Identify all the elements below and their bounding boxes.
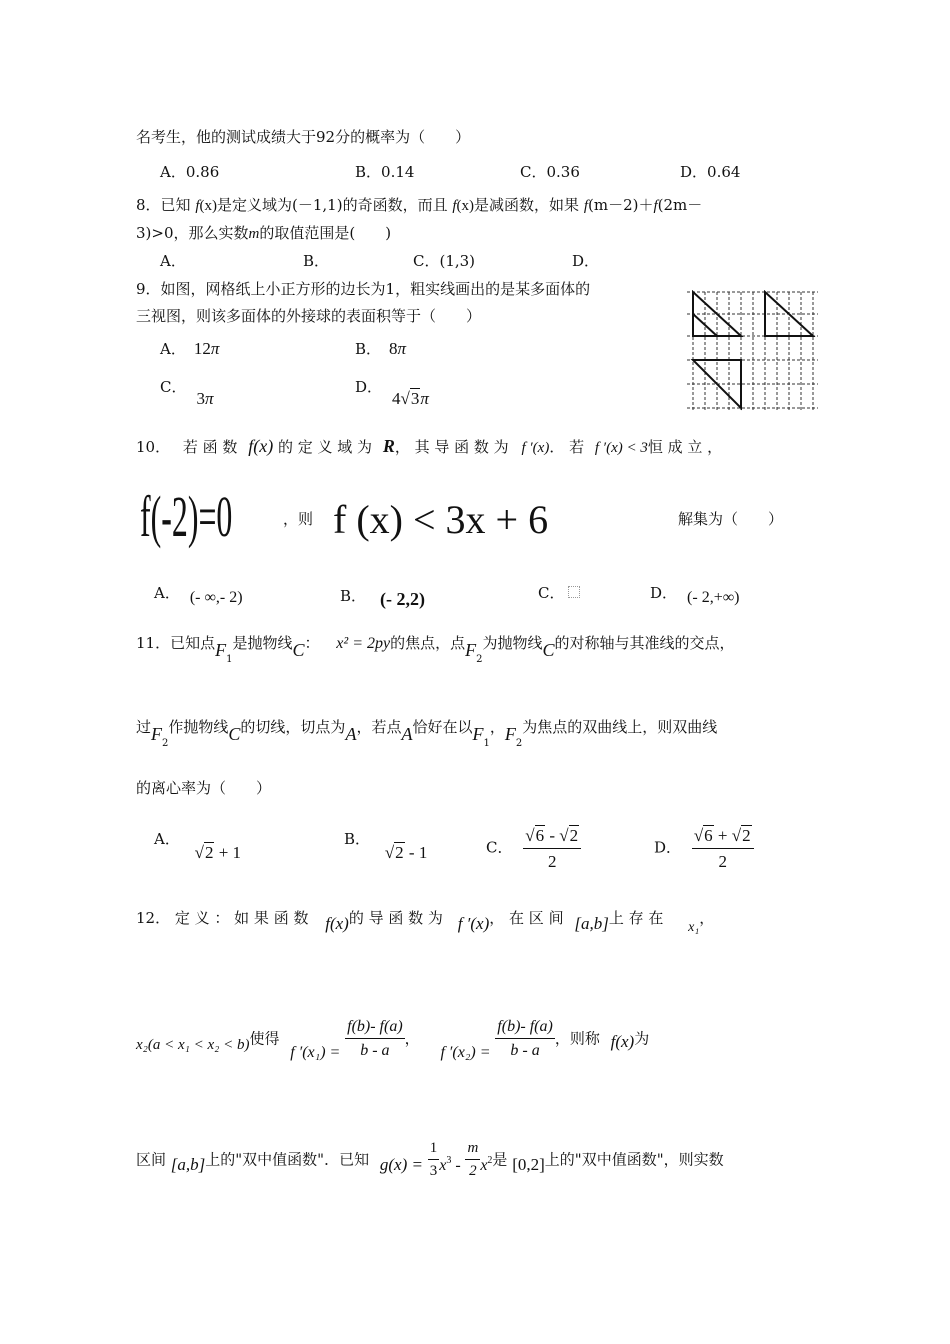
q7-option-b[interactable]: B．0.14 (355, 163, 415, 181)
q12-line3: 区间 [a,b]上的"双中值函数"．已知 g(x) = $\frac{1}{3}$ $x^3$ - $\frac{m}{2}$ $x^2$是 [0,2]上的"双中值函数"，则实数 (136, 1140, 724, 1180)
q9-option-b[interactable]: B． 8π (355, 339, 407, 358)
q11-line1: 11．已知点$F_1$是抛物线C： x² = 2py的焦点，点$F_2$为抛物线C的对称轴与其准线的交点， (136, 634, 735, 665)
q10-then: ，则 (283, 510, 314, 528)
q12-line1: 12． 定 义 ： 如 果 函 数 f(x)的 导 函 数 为 f ′(x)， 在 区 间 [a,b]上 存 在 x₁， (136, 909, 715, 935)
q11-option-d[interactable]: D． $\frac{√6 + √2}{2}$ (654, 826, 754, 871)
q9-line1: 9．如图，网格纸上小正方形的边长为1，粗实线画出的是某多面体的 (136, 280, 591, 298)
q10-line1: 10． 若 函 数 f(x) 的 定 义 域 为 R， 其 导 函 数 为 f ′(x)． 若 f ′(x) < 3恒 成 立 ， (136, 436, 723, 456)
q8-line2: 3)>0，那么实数m的取值范围是( ) (136, 224, 392, 242)
q11-option-b[interactable]: B． √2 - 1 (344, 830, 428, 862)
q7-option-d[interactable]: D．0.64 (680, 163, 741, 181)
q10-option-a[interactable]: A． (- ∞,- 2) (154, 584, 243, 606)
q9-option-d[interactable]: D．4√3π (355, 378, 429, 408)
q7-option-c[interactable]: C．0.36 (520, 163, 580, 181)
three-view-figure (685, 290, 820, 412)
q11-option-c[interactable]: C． $\frac{√6 - √2}{2}$ (486, 826, 581, 871)
q7-option-a[interactable]: A．0.86 (160, 163, 220, 181)
broken-image-icon (568, 586, 580, 598)
q8-line1: 8．已知 f(x)是定义域为(－1,1)的奇函数，而且 f(x)是减函数，如果 f(m－2)＋f(2m－ (136, 196, 703, 214)
q8-option-b[interactable]: B． (303, 252, 330, 270)
grid-lines (687, 292, 818, 410)
q12-line2: x₂(a < x₁ < x₂ < b)使得 f ′(x₁) = $\frac{f(b)- f(a)}{b - a}$ ， f ′(x₂) = $\frac{f(b)- f(a)}{b - a}$ ，则称 f(x)为 (136, 1018, 650, 1062)
q8-option-c[interactable]: C．(1,3) (413, 252, 476, 270)
q10-option-d[interactable]: D． (- 2,+∞) (650, 584, 740, 606)
q10-inequality: f (x) < 3x + 6 (333, 497, 549, 542)
q7-tail-text: 名考生，他的测试成绩大于92分的概率为（ ） (136, 128, 471, 146)
q11-line2: 过$F_2$作抛物线C的切线，切点为A，若点A恰好在以$F_1$，$F_2$为焦点的双曲线上，则双曲线 (136, 718, 718, 749)
q9-option-a[interactable]: A． 12π (160, 339, 220, 358)
f-neg2-eq-0: f(-2)=0 (140, 484, 233, 549)
q10-solution-set: 解集为（ ） (678, 510, 784, 528)
q8-option-a[interactable]: A． (160, 252, 186, 270)
q9-line2: 三视图，则该多面体的外接球的表面积等于（ ） (136, 307, 482, 325)
q11-option-a[interactable]: A． √2 + 1 (154, 830, 242, 862)
q8-option-d[interactable]: D． (572, 252, 600, 270)
q9-option-c[interactable]: C．3π (160, 378, 214, 408)
q10-option-b[interactable]: B． (- 2,2) (340, 587, 426, 609)
q11-line3: 的离心率为（ ） (136, 779, 272, 797)
q10-option-c[interactable]: C． (538, 586, 580, 601)
